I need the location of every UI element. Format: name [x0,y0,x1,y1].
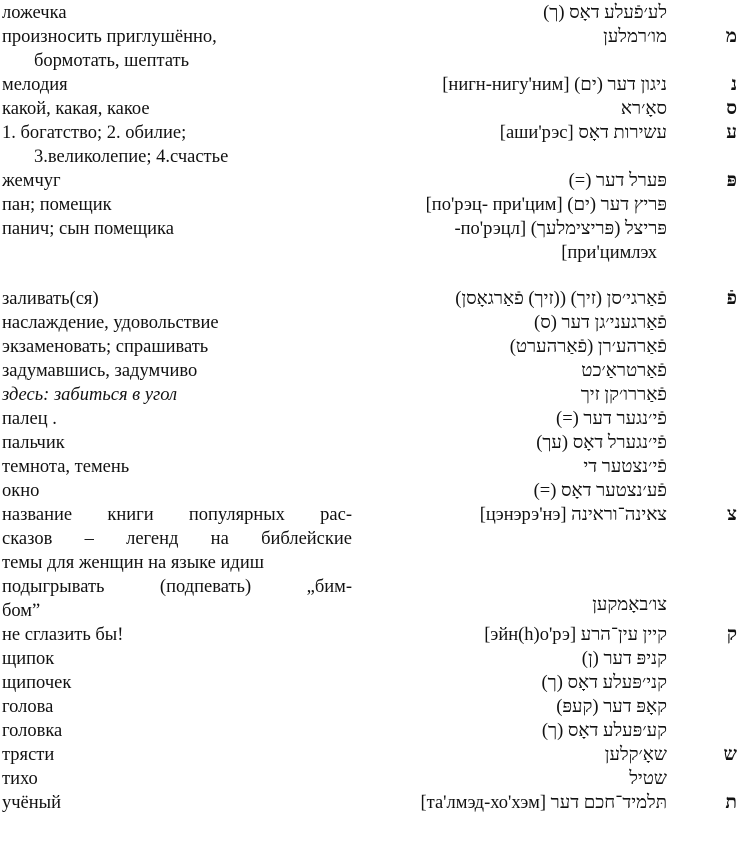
yiddish-headword: פֿאַררו׳קן זיך [580,385,667,405]
section-letter: מ [725,26,737,47]
entry-row [0,335,747,359]
russian-translation: какой, какая, какое [2,99,150,119]
entry-row [0,1,747,25]
yiddish-headword: פּערל דער (=) [568,171,667,191]
entry-row [0,97,747,121]
yiddish-headword-continuation: при'цимлэх] [561,243,657,263]
yiddish-headword: קניפּ דער (ן) [581,649,667,669]
yiddish-headword: קע׳פּעלע דאָס (ך) [541,721,667,741]
yiddish-headword: פֿי׳נגערל דאָס (עך) [536,433,667,453]
russian-translation: не сглазить бы! [2,625,124,645]
yiddish-headword: ניגון דער (ים) [нигн-нигу'ним] [442,75,667,95]
entry-row [0,49,747,73]
yiddish-headword: סאָ׳רא [620,99,667,119]
russian-translation: задумавшись, задумчиво [2,361,198,381]
entry-row [0,431,747,455]
yiddish-headword: פֿע׳נצטער דאָס (=) [533,481,667,501]
yiddish-headword: פֿאַרהע׳רן (פֿאַרהערט) [509,337,667,357]
yiddish-headword: מו׳רמלען [603,27,667,47]
yiddish-headword: פּריצל (פּריצימלעך) [по'рэцл- [454,219,667,239]
yiddish-headword: לע׳פֿעלע דאָס (ך) [543,3,667,23]
section-letter: ע [726,122,737,143]
russian-translation: голова [2,697,54,717]
section-letter: ת [725,792,737,813]
section-letter: ש [723,744,737,765]
russian-translation: палец . [2,409,57,429]
russian-translation: трясти [2,745,55,765]
entry-row [0,791,747,815]
entry-row [0,73,747,97]
entry-row [0,479,747,503]
yiddish-headword: תּלמיד־חכם דער [та'лмэд-хо'хэм] [420,793,667,813]
entry-row [0,311,747,335]
section-letter: פֿ [726,288,737,309]
russian-translation: произносить приглушённо, [2,27,217,47]
russian-translation: экзаменовать; спрашивать [2,337,209,357]
entry-row [0,503,747,527]
section-letter: פּ [726,170,737,191]
entry-row [0,767,747,791]
yiddish-headword: פֿי׳נצטער די [583,457,667,477]
entry-row [0,217,747,241]
yiddish-headword: עשירות דאָס [аши'рэс] [499,123,667,143]
entry-row [0,193,747,217]
russian-translation: пальчик [2,433,65,453]
russian-translation: панич; сын помещика [2,219,174,239]
section-letter: ק [726,624,737,645]
russian-translation: сказов – легенд на библейские [2,529,352,549]
entry-row [0,695,747,719]
russian-translation: темнота, темень [2,457,130,477]
yiddish-headword: קיין עין־הרע [эйн(h)о'рэ] [484,625,667,645]
russian-translation: темы для женщин на языке идиш [2,553,264,573]
russian-translation: бом” [2,601,41,621]
russian-translation: наслаждение, удовольствие [2,313,219,333]
entry-row [0,623,747,647]
yiddish-headword: שאָ׳קלען [604,745,667,765]
entry-row [0,169,747,193]
section-letter: נ [730,74,737,95]
entry-row [0,743,747,767]
russian-translation: тихо [2,769,38,789]
yiddish-headword: שטיל [629,769,667,789]
yiddish-headword: פּריץ דער (ים) [по'рэц- при'цим] [425,195,667,215]
entry-row [0,25,747,49]
yiddish-headword: צו׳באָמקען [592,595,667,615]
russian-translation: заливать(ся) [2,289,99,309]
entry-row [0,455,747,479]
russian-translation: 1. богатство; 2. обилие; [2,123,187,143]
russian-translation: окно [2,481,40,501]
russian-translation: ложечка [2,3,67,23]
russian-translation: пан; помещик [2,195,112,215]
entry-row [0,671,747,695]
russian-translation: здесь: забиться в угол [2,385,178,405]
entry-row [0,551,747,575]
yiddish-headword: פֿאַרגעני׳גן דער (ס) [534,313,667,333]
russian-translation: название книги популярных рас- [2,505,352,525]
entry-row [0,719,747,743]
russian-translation: жемчуг [2,171,61,191]
entry-row [0,359,747,383]
entry-row [0,527,747,551]
yiddish-headword: פֿאַרטראַ׳כט [581,361,667,381]
russian-translation: бормотать, шептать [34,51,190,71]
entry-row [0,647,747,671]
yiddish-headword: פֿאַרגי׳סן (זיך) ((זיך) פֿאַרגאָסן) [455,289,667,309]
russian-translation: подыгрывать (подпевать) „бим- [2,577,352,597]
section-letter: צ [727,504,737,525]
russian-translation: учёный [2,793,61,813]
russian-translation: головка [2,721,63,741]
entry-row [0,145,747,169]
russian-translation: мелодия [2,75,68,95]
entry-row [0,287,747,311]
section-letter: ס [726,98,737,119]
yiddish-headword: פֿי׳נגער דער (=) [556,409,667,429]
russian-translation: щипок [2,649,55,669]
entry-row [0,241,747,265]
yiddish-headword: צאינה־וראינה [цэнэрэ'нэ] [479,505,667,525]
entry-row [0,599,747,623]
entry-row [0,383,747,407]
yiddish-headword: קני׳פּעלע דאָס (ך) [541,673,667,693]
russian-translation: щипочек [2,673,72,693]
entry-row [0,121,747,145]
russian-translation: 3.великолепие; 4.счастье [34,147,229,167]
yiddish-headword: קאָפּ דער (קעפּ) [556,697,667,717]
entry-row [0,407,747,431]
